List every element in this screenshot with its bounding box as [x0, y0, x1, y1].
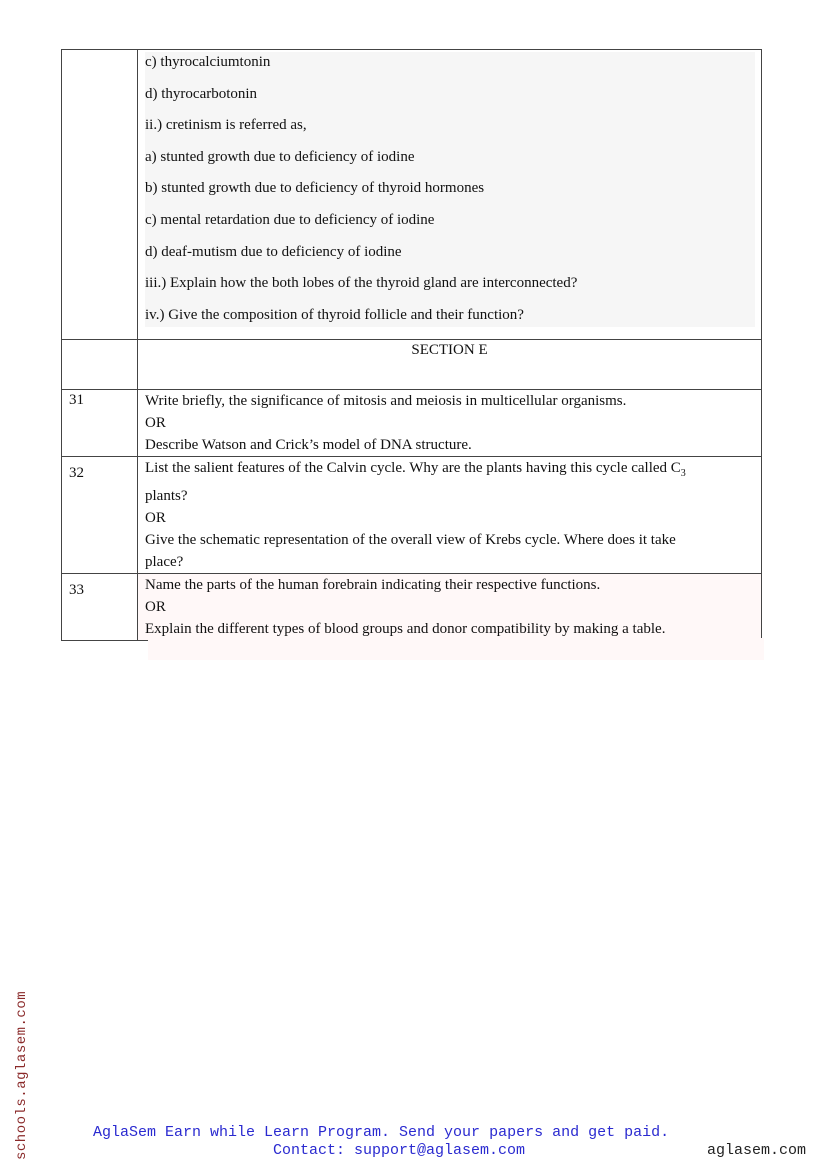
section-title: SECTION E	[138, 339, 762, 389]
question-number: 32	[62, 456, 138, 573]
question-row-32	[62, 456, 762, 573]
option-a: a) stunted growth due to deficiency of iodine	[145, 148, 415, 165]
question-content-cell	[138, 50, 762, 340]
or-label: OR	[145, 509, 166, 526]
question-content	[138, 389, 762, 456]
footer-site-text: aglasem.com	[707, 1142, 807, 1159]
question-table	[61, 49, 762, 641]
question-part-a: Write briefly, the significance of mitosis and meiosis in multicellular organisms.	[145, 392, 627, 409]
question-row-31	[62, 389, 762, 456]
question-part-b: Give the schematic representation of the overall view of Krebs cycle. Where does it take	[145, 531, 676, 548]
option-b: b) stunted growth due to deficiency of thyroid hormones	[145, 180, 485, 197]
option-c: c) mental retardation due to deficiency of iodine	[145, 211, 435, 228]
question-part-b: Explain the different types of blood groups and donor compatibility by making a table.	[145, 620, 666, 637]
question-row-33	[62, 573, 762, 640]
continued-question-block	[145, 52, 755, 327]
continued-question-row	[62, 50, 762, 340]
or-label: OR	[145, 598, 166, 615]
question-part-b-cont: place?	[145, 553, 184, 570]
question-part-b: Describe Watson and Crick’s model of DNA structure.	[145, 436, 472, 453]
question-number: 31	[62, 389, 138, 456]
question-part-a-cont: plants?	[145, 487, 188, 504]
question-number: 33	[62, 573, 138, 640]
footer-promo-text: AglaSem Earn while Learn Program. Send your papers and get paid.	[93, 1124, 670, 1141]
sub-question-iii: iii.) Explain how the both lobes of the thyroid gland are interconnected?	[145, 275, 578, 292]
side-watermark: schools.aglasem.com	[14, 990, 30, 1160]
or-label: OR	[145, 414, 166, 431]
shaded-band	[148, 638, 764, 660]
option-d: d) thyrocarbotonin	[145, 85, 258, 102]
question-number-cell	[62, 50, 138, 340]
sub-question-iv: iv.) Give the composition of thyroid follicle and their function?	[145, 306, 524, 323]
question-content	[138, 456, 762, 573]
footer-contact-text: Contact: support@aglasem.com	[273, 1142, 526, 1159]
option-c: c) thyrocalciumtonin	[145, 54, 271, 70]
option-d: d) deaf-mutism due to deficiency of iodine	[145, 243, 402, 260]
section-header-row	[62, 339, 762, 389]
question-part-a: Name the parts of the human forebrain indicating their respective functions.	[145, 576, 601, 593]
sub-question-ii: ii.) cretinism is referred as,	[145, 117, 307, 134]
question-part-a: List the salient features of the Calvin cycle. Why are the plants having this cycle called $C_3$	[145, 459, 686, 479]
question-content	[138, 573, 762, 640]
